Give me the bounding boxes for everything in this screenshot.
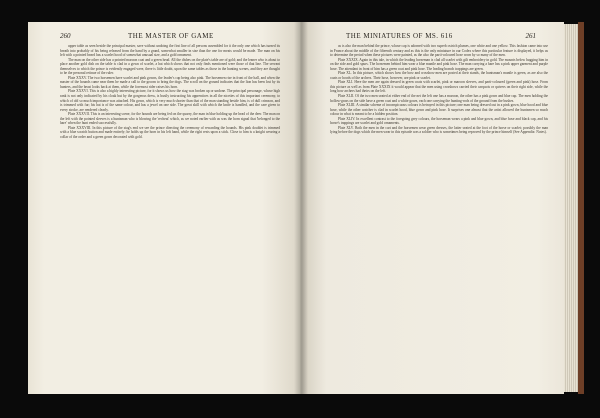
page-number: 260 <box>60 32 71 40</box>
open-book <box>28 22 582 394</box>
paragraph: Plate XXXVI. This is also a highly interesting picture, for it shows us how the stag was broken up or undone. The principal personage, whose high rank is not only indicated by his cloak but by the gorgeous dress, is busily instructing his apprentices in all the niceties of this important ceremony, to which of old so much importance was attached. His gown, which is very much shorter than that of the man standing beside him, is of dull crimson, and is trimmed with fur; his hat is of the same colour, and has a jewel on one side. The great skill with which the knife is handled, and the care given to every stroke, are rendered clearly. <box>60 89 280 112</box>
paragraph: Plate XXXV. The two horsemen have scarlet and pink gowns, the leader's cap being also pink. The horsemen rise in front of the hall, and when the master of the hounds came near them he made a call to the groom to bring the dogs. The scroll on the ground indicates that the lion has been lost by its hunters, and the beast looks back at them, while the foremost rider raises his horn. <box>60 75 280 89</box>
paragraph: as is also the man behind the prince, whose cap is adorned with two superb ostrich plumes, one white and one yellow. This fashion came into use in France about the middle of the fifteenth century and as this is the only miniature in our Codex where this particular feature is displayed, it helps us to determine the period when these pictures were painted, as the also the parti-coloured hose worn by so many of the men. <box>330 44 548 58</box>
right-page <box>300 22 564 394</box>
paragraph: The man on the other side has a pointed maroon coat and a green head. All the dishes on the plate's table are of gold; and the leaner who is about to place another gold dish on the table is clad in a gown of scarlet, a hat which shows that not only finds mentioned were those of that line. The servant themselves to which the prince is evidently engaged were, there is little doubt, upon the same tables as those in the hunting scenes, and they are thought to be the personal retinue of the ruler. <box>60 57 280 76</box>
paragraph: upper table as seen beside the principal master, save without undoing the first line of all persons assembled for it the only one which has turned its breath into probably of his being released from the hand by a grand, somewhat smaller in size than the one for meats would be made. The man on his left with a pointed beard has a scarlet hood of somewhat unusual size, and a gold ornament. <box>60 44 280 58</box>
paragraph: Plate XLI. Here the men are again dressed in green coats with scarlet, pink or maroon sleeves, and parti-coloured (green and pink) hose. From this picture as well as from Plate XXXIX it would appear that the men using crossbows carried their carquois or quivers on their right side, while the long bow archers had theirs on the left. <box>330 80 548 94</box>
paragraph: Plate XXXIX. Again in this tale, in which the leading horseman is clad all scarlet with gilt embroidery in gold. The mounts below hugging him in on the side and gold spurs. The horsemen behind him wear a blue mantle and pink hose. The man carrying a hare has a pink upper garment and purple hose. The attendant in front of him has a green coat and pink hose. The leading branch trappings are green. <box>330 57 548 71</box>
paragraph: Plate XXXVIII. In this picture of the stag's end we see the prince directing the ceremony of rewarding the hounds. His pink doublet is trimmed with a blue scratch button and made entirely; he holds up the horn in his left hand, while the right rests upon a stick. Close to him is a knight wearing a collar of the order and a green gown decorated with gold. <box>60 125 280 139</box>
paragraph: Plate XXXVII. This is an interesting scene, for the hounds are being fed on the quarry, the man in blue holding up the head of the deer. The man on the left with the pointed sleeves is a huntsman who is blowing the 'recheat' which, as we noted earlier with us was the horn signal that 'belonged to the hare' when the hunt ended successfully. <box>60 112 280 126</box>
paragraph: Plate XLIV. In excellent contrast to the foregoing grey colours, the horseman wears a pink and blue gown, and blue hose and black cap, and his horse's trappings are scarlet and gold ornaments. <box>330 116 548 126</box>
left-page <box>28 22 300 394</box>
book-cover-edge <box>578 22 584 394</box>
body-text <box>60 44 280 139</box>
page-number: 261 <box>525 32 536 40</box>
paragraph: Plate XLV. Both the men in the cart and the horsemen wear green dresses, the latter seated at the foot of the horse or scarlet; possibly the man lying before the dogs which the men wear in this episode was a soldier who is sometimes being reproved by the prince himself (See Appendix: Notes). <box>330 125 548 135</box>
body-text <box>330 44 548 135</box>
paragraph: Plate XLII. Of the two men seated at either end of the net the left one has a maroon, the other has a pink gown and blue cap. The men holding the hollow-grass on the side have a green coat and a white gown, each one carrying the hunting-rods of the ground from the bushes. <box>330 94 548 103</box>
running-head: THE MINIATURES OF MS. 616 <box>346 32 453 40</box>
running-head: THE MASTER OF GAME <box>128 32 214 40</box>
paragraph: Plate XLIII. A similar scheme of inconspicuous colours is betrayed in this picture; one man being dressed out in a pink gown, blue hood and blue hose, while the other watcher is clad in scarlet hood, blue gown and pink hose. It surprises one almost that the artist allowed the huntsmen so much colour in what is meant to be a hidden position. <box>330 103 548 117</box>
paragraph: Plate XL. In this picture, which shows how the bow and crossbow men are posted at their stands, the huntsman's mantle is green, as are also the coats or hoods of the archers. Their hose, however, are pink or scarlet. <box>330 71 548 80</box>
book-gutter <box>294 22 308 394</box>
